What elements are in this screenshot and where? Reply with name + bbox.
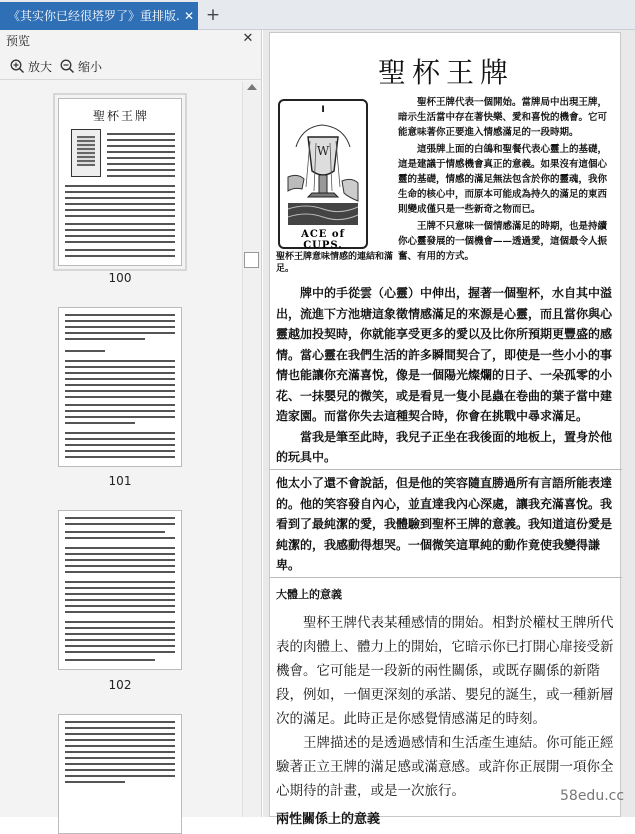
page-thumbnail-101[interactable] xyxy=(58,307,182,467)
sidebar-toolbar xyxy=(0,54,262,80)
svg-text:W: W xyxy=(316,144,330,158)
zoom-in-icon xyxy=(10,59,25,74)
body-section-2 xyxy=(276,473,616,576)
intro-paragraph-1: 聖杯王牌代表一個開始。當牌局中出現王牌，暗示生活當中存在著快樂、愛和喜悅的機會。它可能意味著你正要進入情感滿足的一段時期。 xyxy=(398,97,608,138)
document-viewer[interactable] xyxy=(263,30,635,827)
zoom-out-icon xyxy=(60,59,75,74)
ace-of-cups-illustration xyxy=(288,117,358,225)
preview-sidebar xyxy=(0,30,262,817)
thumbnail-list xyxy=(0,82,240,817)
thumbnail-title: 聖杯王牌 xyxy=(92,109,149,123)
general-paragraph-1: 聖杯王牌代表某種感情的開始。相對於權杖王牌所代表的肉體上、體力上的開始，它暗示你已打開心扉接受新機會。它可能是一段新的兩性關係，或既存關係的新階段，例如，一個更深刻的承諾、嬰兒的誕生，或一種新層次的滿足。此時正是你感覺情感滿足的時刻。 xyxy=(276,615,614,727)
card-label: ACE of CUPS. xyxy=(301,229,345,251)
new-tab-button[interactable]: + xyxy=(205,5,221,25)
body-paragraph-1: 牌中的手從雲（心靈）中伸出，握著一個聖杯，水自其中溢出，流進下方池塘這象徵情感滿足的來源是心靈，而且當你與心靈越加投契時，你就能享受更多的愛以及比你所預期更豐盛的感情。當心靈在我們生活的許多瞬間契合了，即使是一些小小的事情也能讓你充滿喜悅，像是一個陽光燦爛的日子、一朵孤零的小花、一抹嬰兒的微笑，或是看見一隻小昆蟲在卷曲的葉子當中建造家園。而當你失去這種契合時，你會在挑戰中尋求滿足。 xyxy=(276,286,613,423)
general-paragraph-2: 王牌描述的是透過感情和生活產生連結。你可能正經驗著正立王牌的滿足感或滿意感。或許你正展開一項你全心期待的計畫，或是一次旅行。 xyxy=(276,735,614,799)
document-page xyxy=(269,32,621,827)
relationship-heading: 兩性關係上的意義 xyxy=(276,812,381,827)
zoom-in-label: 放大 xyxy=(28,60,53,74)
page-thumbnail-100[interactable] xyxy=(58,98,182,266)
body-paragraph-2: 當我是筆至此時，我兒子正坐在我後面的地板上，置身於他的玩具中。 xyxy=(276,429,613,464)
page-divider-1 xyxy=(270,469,622,470)
page-title: 聖杯王牌 xyxy=(377,56,514,89)
page-divider-2 xyxy=(270,577,622,578)
scroll-up-icon[interactable] xyxy=(247,84,257,90)
zoom-out-button[interactable] xyxy=(60,58,110,76)
page-thumbnail-103[interactable] xyxy=(58,714,182,834)
section-heading: 大體上的意義 xyxy=(276,588,342,601)
intro-column xyxy=(398,95,616,266)
watermark: 58edu.cc xyxy=(560,788,625,804)
tab-bar xyxy=(0,0,635,30)
page-thumbnail-102[interactable] xyxy=(58,510,182,670)
card-caption: 聖杯王牌意味情感的連結和滿足。 xyxy=(276,252,394,274)
sidebar-title: 预览 xyxy=(6,34,31,48)
page-number-101: 101 xyxy=(108,474,132,488)
sidebar-header xyxy=(0,30,262,52)
sidebar-close-icon[interactable]: ✕ xyxy=(242,31,254,46)
zoom-in-button[interactable] xyxy=(10,58,60,76)
thumbnail-card-image xyxy=(71,129,101,177)
page-number-100: 100 xyxy=(108,271,132,285)
zoom-out-label: 缩小 xyxy=(78,60,103,74)
document-tab[interactable]: 《其实你已经很塔罗了》重排版. xyxy=(0,2,198,30)
sidebar-scrollbar[interactable] xyxy=(242,82,260,817)
tab-close-icon[interactable]: ✕ xyxy=(183,9,195,23)
body-paragraph-3: 他太小了還不會說話，但是他的笑容隨直勝過所有言語所能表達的。他的笑容發自內心，並直達我內心深處，讓我充滿喜悅。我看到了最純潔的愛，我體驗到聖杯王牌的意義。我知道這份愛是純潔的，我感動得想哭。一個微笑這單純的動作竟使我變得謙卑。 xyxy=(276,476,613,572)
intro-paragraph-3: 王牌不只意味一個情感滿足的時期，也是持續你心靈發展的一個機會——透過愛，這個最令人振奮、有用的方式。 xyxy=(398,221,608,262)
page-number-102: 102 xyxy=(108,678,132,692)
card-number: I xyxy=(321,105,325,115)
scroll-thumb[interactable] xyxy=(244,252,259,268)
body-section-1 xyxy=(276,283,616,468)
general-meaning-text xyxy=(276,611,616,803)
intro-paragraph-2: 這張牌上面的白鴿和聖餐代表心靈上的基礎，這是建議于情感機會真正的意義。如果沒有這個心靈的基礎，情感的滿足無法包含於你的靈魂，我你生命的核心中，而原本可能成為持久的滿足的東西則變成僅只是一些新奇之物而已。 xyxy=(398,144,608,215)
tarot-card-image xyxy=(278,99,368,249)
